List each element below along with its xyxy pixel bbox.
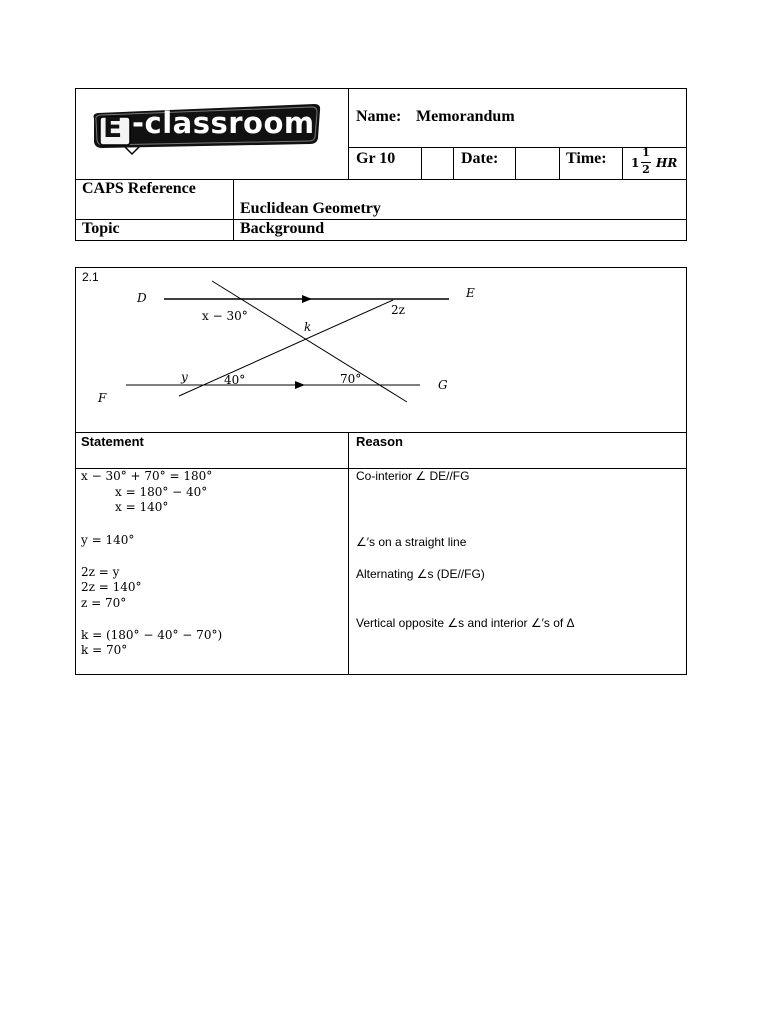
name-value: Memorandum: [416, 108, 515, 125]
time-unit: HR: [656, 156, 678, 170]
statement-line: x = 140°: [115, 500, 169, 514]
name-label: Name:: [356, 108, 402, 125]
time-numerator: 1: [642, 146, 650, 159]
reason-header: Reason: [356, 434, 403, 449]
statement-line: y = 140°: [81, 533, 135, 547]
statement-line: z = 70°: [81, 596, 127, 610]
logo-e-letter: E: [103, 111, 123, 144]
statement-line: 2z = y: [81, 565, 120, 579]
statement-line: x = 180° − 40°: [115, 485, 208, 499]
label-d: D: [137, 291, 147, 305]
label-k: k: [304, 320, 312, 334]
statement-line: k = (180° − 40° − 70°): [81, 628, 223, 642]
reason-line: Vertical opposite ∠s and interior ∠′s of Δ: [356, 616, 575, 630]
question-number: 2.1: [82, 270, 99, 284]
reason-line: ∠′s on a straight line: [356, 535, 467, 549]
reason-line: Co-interior ∠ DE//FG: [356, 469, 470, 483]
arrow-fg: [295, 381, 305, 389]
label-y: y: [181, 370, 188, 384]
arrow-de: [302, 295, 312, 303]
label-g: G: [438, 378, 448, 392]
logo-wordmark: -classroom: [132, 106, 315, 140]
label-2z: 2z: [391, 303, 405, 317]
label-e: E: [466, 286, 475, 300]
date-label: Date:: [461, 150, 499, 167]
grade-label: Gr 10: [356, 150, 396, 167]
label-70: 70°: [340, 372, 362, 386]
statement-line: x − 30° + 70° = 180°: [81, 469, 213, 483]
label-x-angle: x − 30°: [202, 309, 248, 323]
statement-line: 2z = 140°: [81, 580, 142, 594]
topic-label: Topic: [82, 220, 120, 237]
time-whole: 1: [631, 156, 640, 170]
reason-line: Alternating ∠s (DE//FG): [356, 567, 485, 581]
caps-label: CAPS Reference: [82, 180, 196, 197]
statement-line: k = 70°: [81, 643, 128, 657]
caps-value: Euclidean Geometry: [240, 200, 381, 217]
label-40: 40°: [224, 373, 246, 387]
time-label: Time:: [566, 150, 607, 167]
label-f: F: [98, 391, 107, 405]
statement-header: Statement: [81, 434, 144, 449]
topic-value: Background: [240, 220, 325, 237]
time-denominator: 2: [642, 163, 650, 176]
